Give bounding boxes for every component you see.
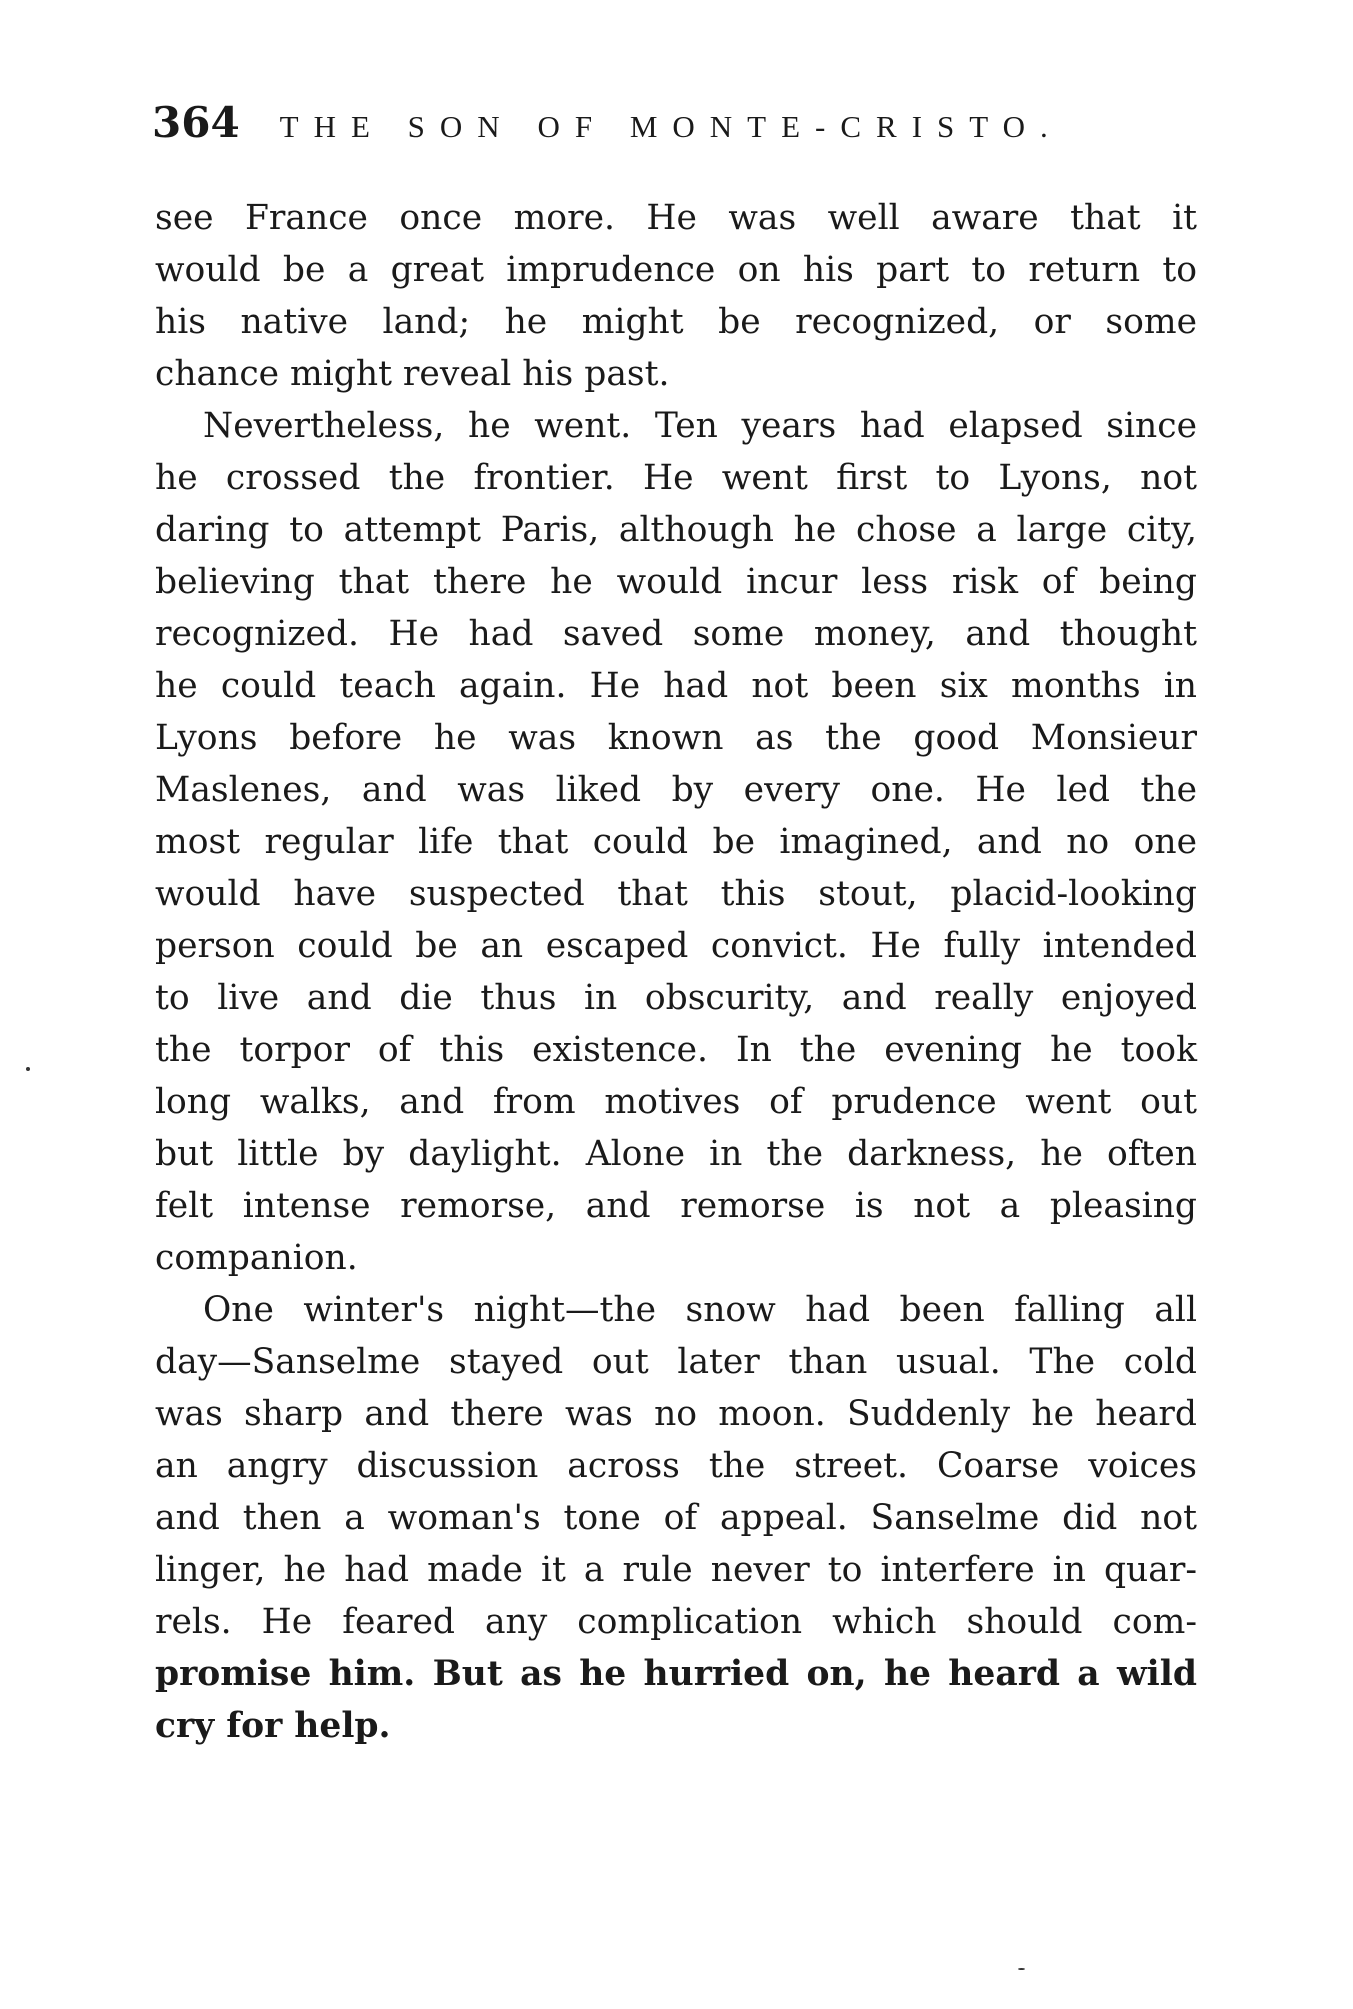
text-line: Nevertheless, he went. Ten years had elapsed since bbox=[203, 406, 1197, 446]
text-line: promise him. But as he hurried on, he heard a wild bbox=[155, 1654, 1197, 1694]
text-line: to live and die thus in obscurity, and really enjoyed bbox=[155, 978, 1197, 1018]
text-line: the torpor of this existence. In the evening he took bbox=[155, 1030, 1197, 1070]
text-line: day—Sanselme stayed out later than usual. The cold bbox=[155, 1342, 1197, 1382]
text-line: would be a great imprudence on his part to return to bbox=[155, 250, 1197, 290]
page-number: 364 bbox=[152, 98, 240, 147]
body-text bbox=[155, 192, 1197, 1752]
text-line: was sharp and there was no moon. Suddenly he heard bbox=[155, 1394, 1197, 1434]
text-line: and then a woman's tone of appeal. Sanselme did not bbox=[155, 1498, 1197, 1538]
running-header bbox=[152, 98, 1202, 158]
print-speck bbox=[1018, 1968, 1025, 1970]
text-line: One winter's night—the snow had been falling all bbox=[203, 1290, 1197, 1330]
paragraph-3 bbox=[155, 1284, 1197, 1752]
text-line: rels. He feared any complication which should com- bbox=[155, 1602, 1197, 1642]
text-line: long walks, and from motives of prudence went out bbox=[155, 1082, 1197, 1122]
text-line: he crossed the frontier. He went first to Lyons, not bbox=[155, 458, 1197, 498]
text-line: he could teach again. He had not been six months in bbox=[155, 666, 1197, 706]
text-line: linger, he had made it a rule never to interfere in quar- bbox=[155, 1550, 1197, 1590]
paragraph-2 bbox=[155, 400, 1197, 1284]
text-line: Lyons before he was known as the good Monsieur bbox=[155, 718, 1197, 758]
text-line: Maslenes, and was liked by every one. He led the bbox=[155, 770, 1197, 810]
text-line: daring to attempt Paris, although he chose a large city, bbox=[155, 510, 1197, 550]
text-line: person could be an escaped convict. He fully intended bbox=[155, 926, 1197, 966]
text-line: cry for help. bbox=[155, 1706, 391, 1746]
text-line: see France once more. He was well aware that it bbox=[155, 198, 1197, 238]
paragraph-1 bbox=[155, 192, 1197, 400]
text-line: an angry discussion across the street. Coarse voices bbox=[155, 1446, 1197, 1486]
text-line: felt intense remorse, and remorse is not a pleasing bbox=[155, 1186, 1197, 1226]
text-line: but little by daylight. Alone in the darkness, he often bbox=[155, 1134, 1197, 1174]
text-line: believing that there he would incur less risk of being bbox=[155, 562, 1197, 602]
print-speck bbox=[26, 1067, 30, 1071]
text-line: recognized. He had saved some money, and thought bbox=[155, 614, 1197, 654]
text-line: would have suspected that this stout, placid-looking bbox=[155, 874, 1197, 914]
text-line: his native land; he might be recognized, or some bbox=[155, 302, 1197, 342]
running-title: THE SON OF MONTE-CRISTO. bbox=[279, 109, 1063, 144]
text-line: chance might reveal his past. bbox=[155, 354, 670, 394]
text-line: companion. bbox=[155, 1238, 358, 1278]
text-line: most regular life that could be imagined, and no one bbox=[155, 822, 1197, 862]
